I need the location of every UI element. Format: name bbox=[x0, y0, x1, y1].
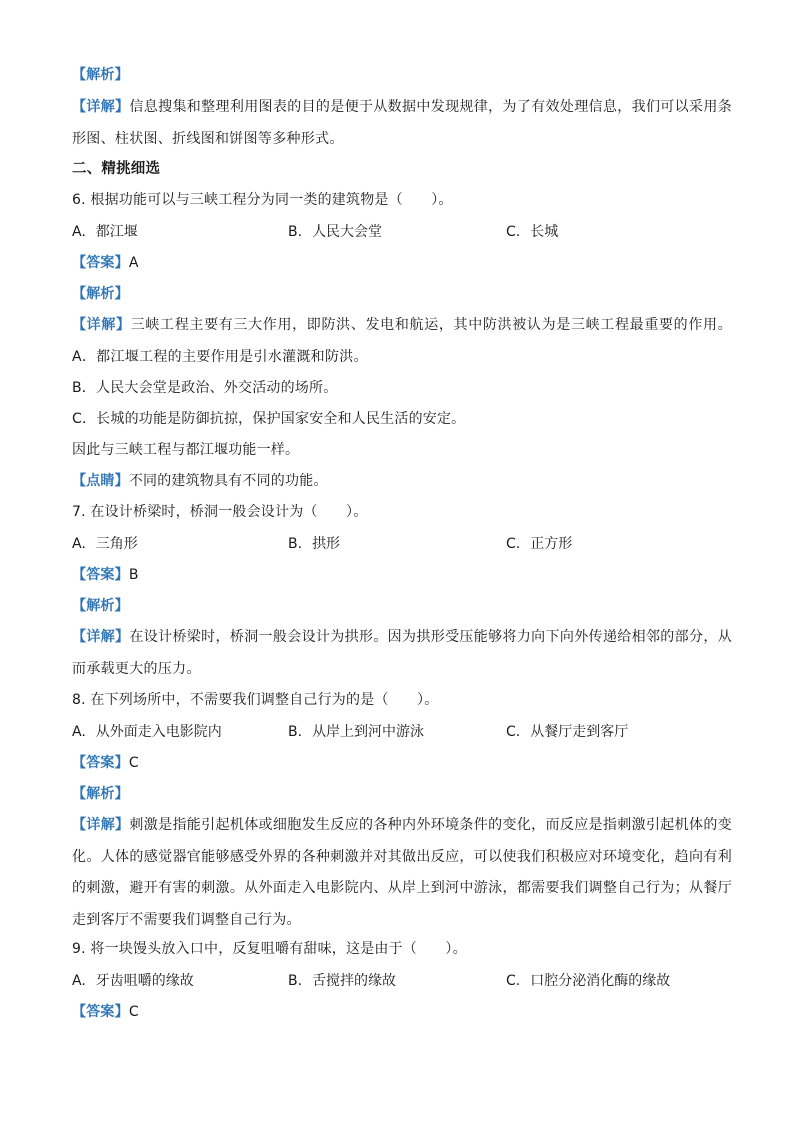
q9-answer: 【答案】C bbox=[72, 1004, 139, 1020]
q7-explanation: 【详解】在设计桥梁时，桥洞一般会设计为拱形。因为拱形受压能够将力向下向外传递给相邻的部分，从而承载更大的压力。 bbox=[72, 629, 732, 677]
question-7-stem: 7. 在设计桥梁时，桥洞一般会设计为（ ）。 bbox=[72, 504, 368, 520]
q6-explanation: 【详解】三峡工程主要有三大作用，即防洪、发电和航运，其中防洪被认为是三峡工程最重要的作用。A．都江堰工程的主要作用是引水灌溉和防洪。 bbox=[72, 317, 732, 365]
q6-analysis-label: 【解析】 bbox=[72, 286, 129, 302]
q8-option-b: B. 从岸上到河中游泳 bbox=[288, 724, 425, 740]
q7-analysis-label: 【解析】 bbox=[72, 598, 129, 614]
q6-conclusion: 因此与三峡工程与都江堰功能一样。 bbox=[72, 442, 300, 458]
q8-analysis-label: 【解析】 bbox=[72, 786, 129, 802]
section-heading: 二、精挑细选 bbox=[72, 161, 161, 177]
q8-option-a: A. 从外面走入电影院内 bbox=[72, 724, 222, 740]
question-8-stem: 8. 在下列场所中，不需要我们调整自己行为的是（ ）。 bbox=[72, 692, 439, 708]
q9-option-a: A. 牙齿咀嚼的缘故 bbox=[72, 973, 194, 989]
q7-option-b: B. 拱形 bbox=[288, 536, 341, 552]
question-6-stem: 6. 根据功能可以与三峡工程分为同一类的建筑物是（ ）。 bbox=[72, 192, 453, 208]
q8-option-c: C. 从餐厅走到客厅 bbox=[506, 724, 629, 740]
q7-option-c: C. 正方形 bbox=[506, 536, 573, 552]
q6-option-c: C. 长城 bbox=[506, 224, 559, 240]
question-9-stem: 9. 将一块馒头放入口中，反复咀嚼有甜味，这是由于（ ）。 bbox=[72, 941, 467, 957]
q8-explanation: 【详解】刺激是指能引起机体或细胞发生反应的各种内外环境条件的变化，而反应是指刺激引起机体的变化。人体的感觉器官能够感受外界的各种刺激并对其做出反应，可以使我们积极应对环境变化，趋向有利的刺激，避开有害的刺激。从外面走入电影院内、从岸上到河中游泳，都需要我们调整自己行为；从餐厅走到客厅不需要我们调整自己行为。 bbox=[72, 817, 732, 928]
q6-answer: 【答案】A bbox=[72, 255, 139, 271]
q6-key-point: 【点睛】不同的建筑物具有不同的功能。 bbox=[72, 473, 328, 489]
explanation-paragraph: 【详解】信息搜集和整理利用图表的目的是便于从数据中发现规律，为了有效处理信息，我们可以采用条形图、柱状图、折线图和饼图等多种形式。 bbox=[72, 99, 732, 147]
q7-option-a: A. 三角形 bbox=[72, 536, 138, 552]
q6-line-b: B．人民大会堂是政治、外交活动的场所。 bbox=[72, 380, 338, 396]
q6-option-a: A. 都江堰 bbox=[72, 224, 138, 240]
q9-option-c: C. 口腔分泌消化酶的缘故 bbox=[506, 973, 671, 989]
q9-option-b: B. 舌搅拌的缘故 bbox=[288, 973, 397, 989]
q6-line-c: C．长城的功能是防御抗掠，保护国家安全和人民生活的安定。 bbox=[72, 411, 466, 427]
q8-answer: 【答案】C bbox=[72, 755, 139, 771]
q7-answer: 【答案】B bbox=[72, 567, 139, 583]
analysis-label: 【解析】 bbox=[72, 67, 129, 83]
q6-option-b: B. 人民大会堂 bbox=[288, 224, 383, 240]
